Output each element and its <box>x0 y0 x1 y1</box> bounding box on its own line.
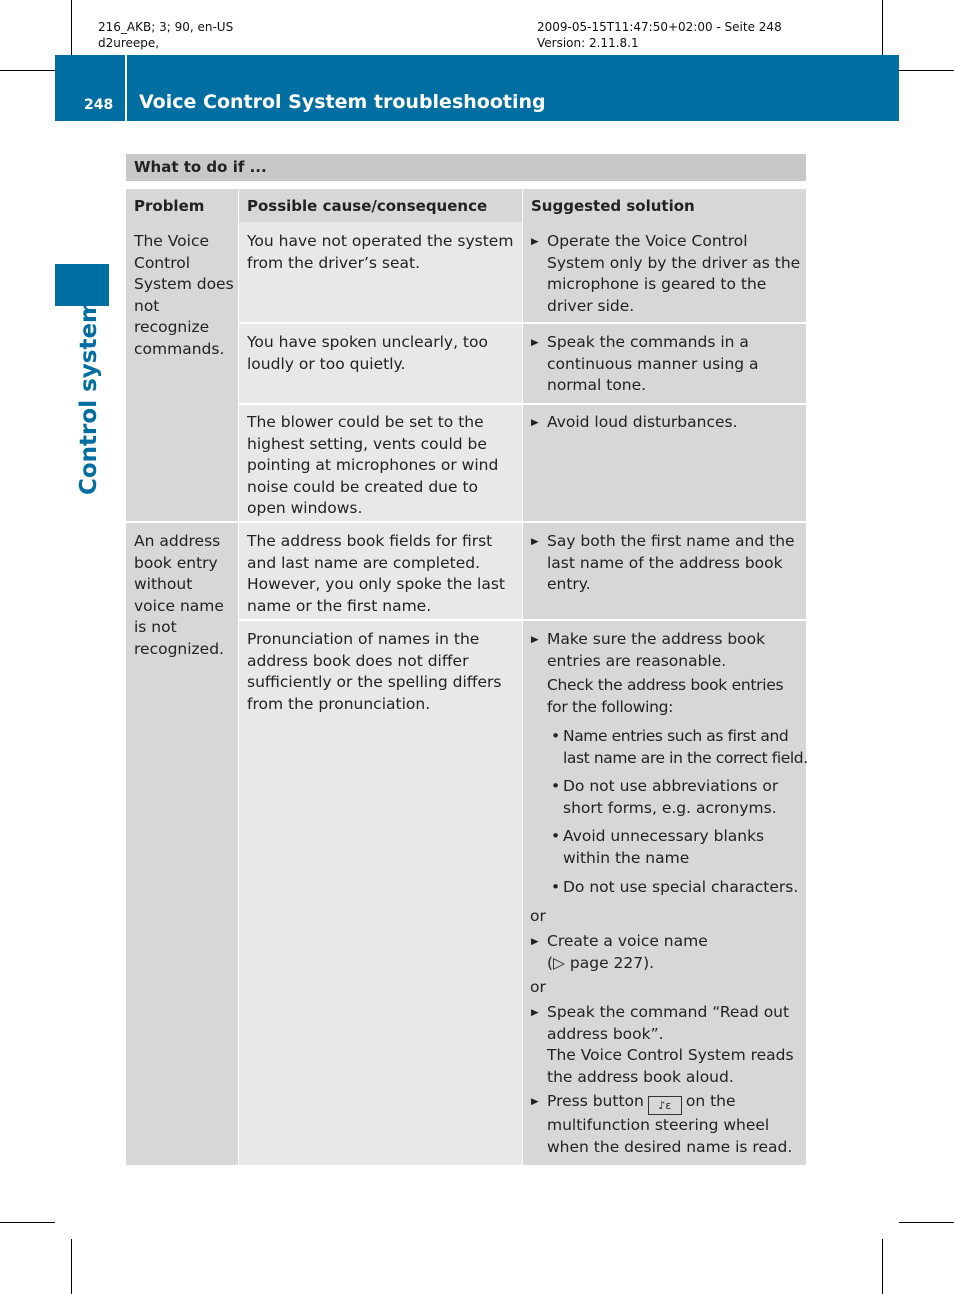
solution-step <box>531 931 803 974</box>
print-meta-left <box>98 19 233 51</box>
table-header-problem <box>126 189 238 222</box>
table-header-solution <box>523 189 806 222</box>
table-header-cause <box>239 189 522 222</box>
row-divider <box>239 403 806 405</box>
solution-step: ▶ Avoid loud disturbances. <box>531 412 803 434</box>
problem-column <box>126 222 238 1165</box>
cause-cell: You have not operated the system from the driver’s seat. <box>247 232 514 272</box>
crop-mark <box>0 1222 55 1223</box>
press-button-rest: on the multifunction steering wheel when the desired name is read. <box>547 1092 793 1156</box>
solution-note: Check the address book entries for the following: <box>547 676 784 716</box>
page-title: Voice Control System troubleshooting <box>139 91 546 113</box>
solution-step: ▶ Speak the commands in a continuous manner using a normal tone. <box>531 332 803 397</box>
speak-command-text: ▶ Speak the command “Read out address book”. <box>547 1003 790 1043</box>
print-meta-right-line2: Version: 2.11.8.1 <box>537 36 639 50</box>
solution-step: ▶ Make sure the address book entries are reasonable. <box>531 629 803 672</box>
crop-mark <box>882 1239 883 1294</box>
solution-step: ▶ Operate the Voice Control System only by the driver as the microphone is geared to the driver side. <box>531 231 803 317</box>
solution-bullet: • Do not use abbreviations or short forms, e.g. acronyms. <box>549 776 803 819</box>
crop-mark <box>882 0 883 55</box>
crop-mark <box>899 70 954 71</box>
solution-bullet: • Avoid unnecessary blanks within the name <box>549 826 803 869</box>
cause-cell: You have spoken unclearly, too loudly or too quietly. <box>247 333 488 373</box>
cause-cell: The blower could be set to the highest setting, vents could be pointing at microphones or wind noise could be created due to open windows. <box>247 413 499 517</box>
crop-mark <box>71 1239 72 1294</box>
header-solution-label: Suggested solution <box>531 197 695 215</box>
crop-mark <box>899 1222 954 1223</box>
solution-bullet: • Name entries such as first and last name are in the correct field. <box>549 726 815 769</box>
speak-result-text: The Voice Control System reads the address book aloud. <box>547 1046 794 1086</box>
or-separator: or <box>530 978 546 996</box>
solution-step <box>531 1091 805 1158</box>
solution-bullet: • Do not use special characters. <box>549 877 815 899</box>
print-meta-right <box>537 19 782 51</box>
print-meta-left-line1: 216_AKB; 3; 90, en-US <box>98 20 234 34</box>
row-divider <box>239 322 806 324</box>
print-meta-left-line2: d2ureepe, <box>98 36 160 50</box>
print-meta-right-line1: 2009-05-15T11:47:50+02:00 - Seite 248 <box>537 20 782 34</box>
or-separator: or <box>530 907 546 925</box>
press-button-text: Press button <box>547 1092 644 1110</box>
cause-cell: Pronunciation of names in the address book does not differ sufficiently or the spelling differs from the pronunciation. <box>247 630 502 713</box>
section-title: What to do if ... <box>134 158 267 176</box>
solution-step: ▶ Say both the first name and the last name of the address book entry. <box>531 531 803 596</box>
cause-cell: The address book fields for first and last name are completed. However, you only spoke the last name or the first name. <box>247 532 506 615</box>
row-divider <box>239 619 806 621</box>
solution-step <box>531 1002 803 1088</box>
crop-mark <box>0 70 55 71</box>
section-heading <box>126 154 806 181</box>
problem-cell: An address book entry without voice name is not recognized. <box>134 532 224 658</box>
header-divider <box>125 55 127 121</box>
page-number: 248 <box>84 97 114 113</box>
header-cause-label: Possible cause/consequence <box>247 197 488 215</box>
header-problem-label: Problem <box>134 197 205 215</box>
voice-control-button-icon: ♪ɛ <box>648 1096 682 1115</box>
problem-cell: The Voice Control System does not recognize commands. <box>134 232 234 358</box>
row-divider <box>126 521 806 523</box>
page-reference: (▷ page 227). <box>547 953 655 972</box>
page-header <box>55 55 899 121</box>
chapter-side-title: Control systems <box>76 285 102 495</box>
create-voice-name-text: ▶ Create a voice name <box>547 932 708 950</box>
crop-mark <box>71 0 72 55</box>
